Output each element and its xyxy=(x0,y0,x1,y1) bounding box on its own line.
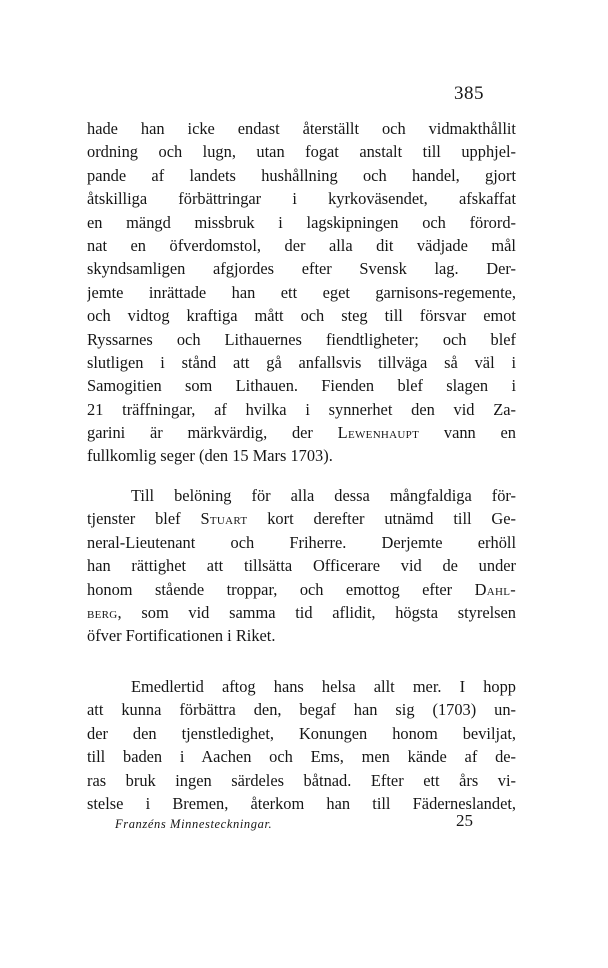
text-line: der den tjenstledighet, Konungen honom beviljat, xyxy=(87,723,516,743)
text-line: att kunna förbättra den, begaf han sig (1703) un- xyxy=(87,700,516,720)
name-dahlberg-part1: Dahl- xyxy=(474,579,516,599)
text-line: Till belöning för alla dessa mångfaldiga för- xyxy=(131,486,516,505)
text-line: en mängd missbruk i lagskipningen och förord- xyxy=(87,212,516,232)
text-line: åtskilliga förbättringar i kyrkoväsendet, afskaffat xyxy=(87,189,516,209)
footer-sheet-number: 25 xyxy=(456,811,473,830)
text-line: hade han icke endast återställt och vidmakthållit xyxy=(87,119,516,138)
text-line: öfver Fortificationen i Riket. xyxy=(87,626,276,646)
text-line: han rättighet att tillsätta Officerare vid de under xyxy=(87,556,516,576)
text-line: berg, som vid samma tid aflidit, högsta styrelsen xyxy=(87,602,516,622)
page-number: 385 xyxy=(454,83,484,104)
text-line: neral-Lieutenant och Friherre. Derjemte erhöll xyxy=(87,532,516,552)
text-line: jemte inrättade han ett eget garnisons-regemente, xyxy=(87,282,516,302)
footer-signature: Franzéns Minnesteckningar. xyxy=(115,817,273,831)
text-line: honom stående troppar, och emottog efter Dahl- xyxy=(87,579,516,599)
text-line: fullkomlig seger (den 15 Mars 1703). xyxy=(87,446,333,466)
paragraph-1 xyxy=(87,117,516,468)
text-line: skyndsamligen afgjordes efter Svensk lag. Der- xyxy=(87,259,516,279)
text-line: Samogitien som Lithauen. Fienden blef slagen i xyxy=(87,376,516,396)
paragraph-3 xyxy=(87,675,516,815)
text-line: tjenster blef Stuart kort derefter utnämd till Ge- xyxy=(87,509,516,529)
text-line: och vidtog kraftiga mått och steg till försvar emot xyxy=(87,306,516,326)
paragraph-2 xyxy=(87,484,516,648)
text-line: Emedlertid aftog hans helsa allt mer. I hopp xyxy=(131,677,516,696)
text-line: pande af landets hushållning och handel, gjort xyxy=(87,165,516,185)
text-line: slutligen i stånd att gå anfallsvis tillväga så väl i xyxy=(87,352,516,372)
name-dahlberg-part2: berg xyxy=(87,602,118,622)
text-line: garini är märkvärdig, der Lewenhaupt vann en xyxy=(87,423,516,443)
name-lewenhaupt: Lewenhaupt xyxy=(337,423,420,443)
text-line: till baden i Aachen och Ems, men kände af de- xyxy=(87,747,516,767)
name-stuart: Stuart xyxy=(200,509,248,529)
text-line: stelse i Bremen, återkom han till Fäderneslandet, xyxy=(87,793,516,813)
text-line: ras bruk ingen särdeles båtnad. Efter ett års vi- xyxy=(87,770,516,790)
text-line: ordning och lugn, utan fogat anstalt till upphjel- xyxy=(87,142,516,162)
text-line: Ryssarnes och Lithauernes fiendtligheter; och blef xyxy=(87,329,516,349)
text-line: 21 träffningar, af hvilka i synnerhet den vid Za- xyxy=(87,399,516,419)
text-line: nat en öfverdomstol, der alla dit vädjade mål xyxy=(87,235,516,255)
